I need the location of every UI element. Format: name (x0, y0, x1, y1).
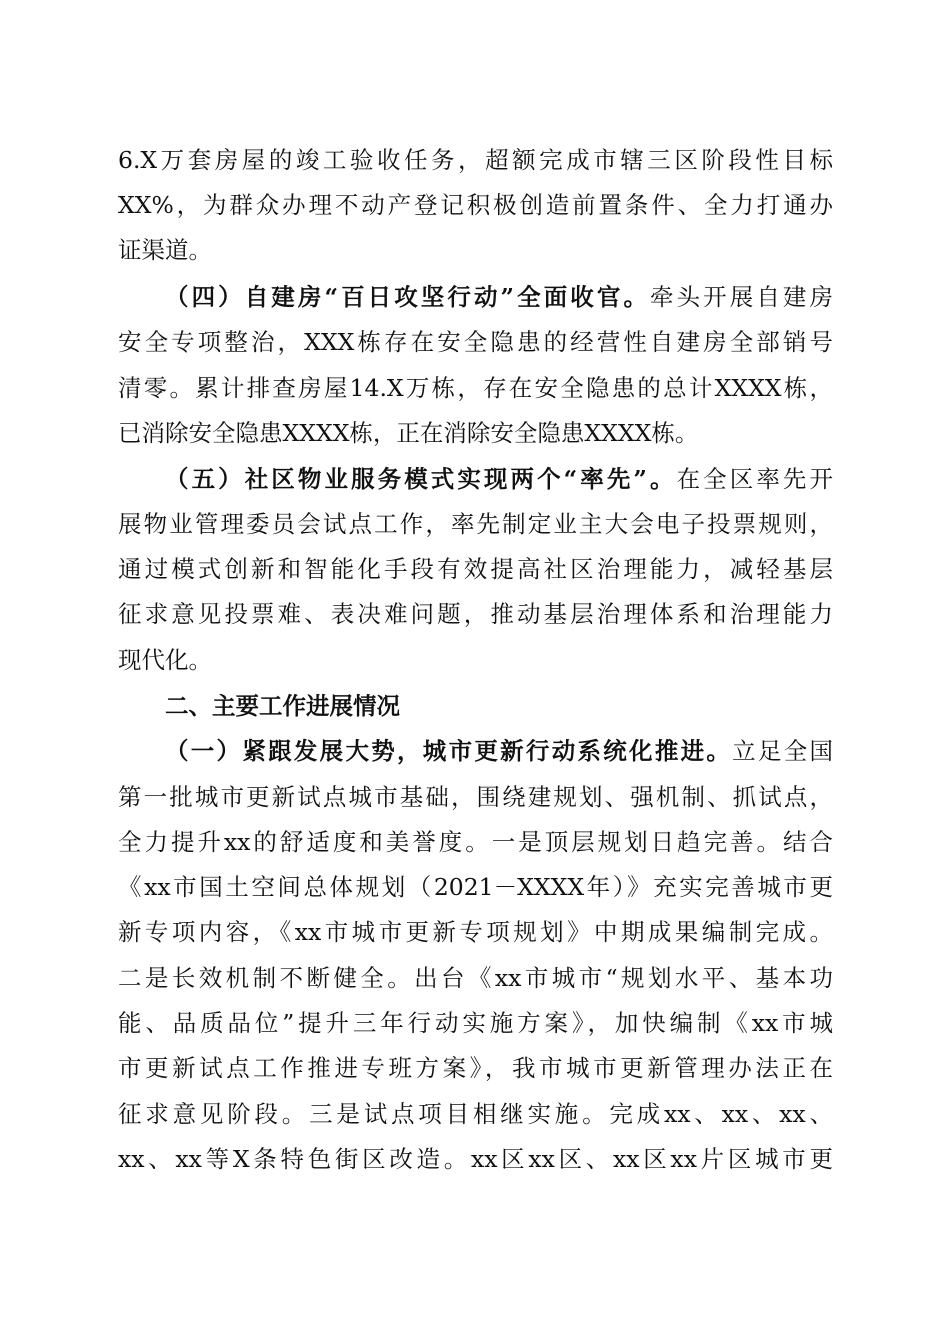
para3-line-5: 现代化。 (118, 646, 212, 674)
para4-lead-rest: 立足全国 (732, 737, 833, 765)
para2-line-2: 安全专项整治，XXX栋存在安全隐患的经营性自建房全部销号 (118, 328, 833, 356)
para4-line-4: 《xx市国土空间总体规划（2021－XXXX年）》充实完善城市更 (118, 873, 833, 901)
para4-line-2: 第一批城市更新试点城市基础，围绕建规划、强机制、抓试点， (118, 783, 833, 811)
para3-line-1 (118, 457, 833, 501)
para1-line-1: 6.X万套房屋的竣工验收任务，超额完成市辖三区阶段性目标 (118, 146, 833, 174)
para4-lead: （一）紧跟发展大势，城市更新行动系统化推进。 (165, 737, 733, 765)
para2-lead: （四）自建房“百日攻坚行动”全面收官。 (165, 283, 651, 311)
para4-line-5: 新专项内容，《xx市城市更新专项规划》中期成果编制完成。 (118, 918, 833, 946)
para3-lead: （五）社区物业服务模式实现两个“率先”。 (165, 465, 677, 493)
para3-line-2: 展物业管理委员会试点工作，率先制定业主大会电子投票规则， (118, 510, 833, 538)
para2-lead-rest: 牵头开展自建房 (650, 283, 833, 311)
para4-line-6: 二是长效机制不断健全。出台《xx市城市“规划水平、基本功 (118, 964, 833, 992)
para2-line-3: 清零。累计排查房屋14.X万栋，存在安全隐患的总计XXXX栋， (118, 374, 833, 402)
para1-line-2: XX%，为群众办理不动产登记积极创造前置条件、全力打通办 (118, 191, 833, 219)
para4-line-8: 市更新试点工作推进专班方案》，我市城市更新管理办法正在 (118, 1054, 833, 1082)
para4-line-10: xx、xx等X条特色街区改造。xx区xx区、xx区xx片区城市更 (118, 1145, 833, 1173)
para3-lead-rest: 在全区率先开 (676, 465, 833, 493)
para2-line-4: 已消除安全隐患XXXX栋，正在消除安全隐患XXXX栋。 (118, 419, 699, 447)
para3-line-4: 征求意见投票难、表决难问题，推动基层治理体系和治理能力 (118, 600, 833, 628)
section-heading: 二、主要工作进展情况 (165, 692, 400, 720)
para4-line-1 (118, 729, 833, 773)
para4-line-9: 征求意见阶段。三是试点项目相继实施。完成xx、xx、xx、 (118, 1100, 833, 1128)
para3-line-3: 通过模式创新和智能化手段有效提高社区治理能力，减轻基层 (118, 555, 833, 583)
para4-line-3: 全力提升xx的舒适度和美誉度。一是顶层规划日趋完善。结合 (118, 828, 833, 856)
para1-line-3: 证渠道。 (118, 236, 212, 264)
para4-line-7: 能、品质品位”提升三年行动实施方案》，加快编制《xx市城 (118, 1009, 833, 1037)
para2-line-1 (118, 275, 833, 319)
